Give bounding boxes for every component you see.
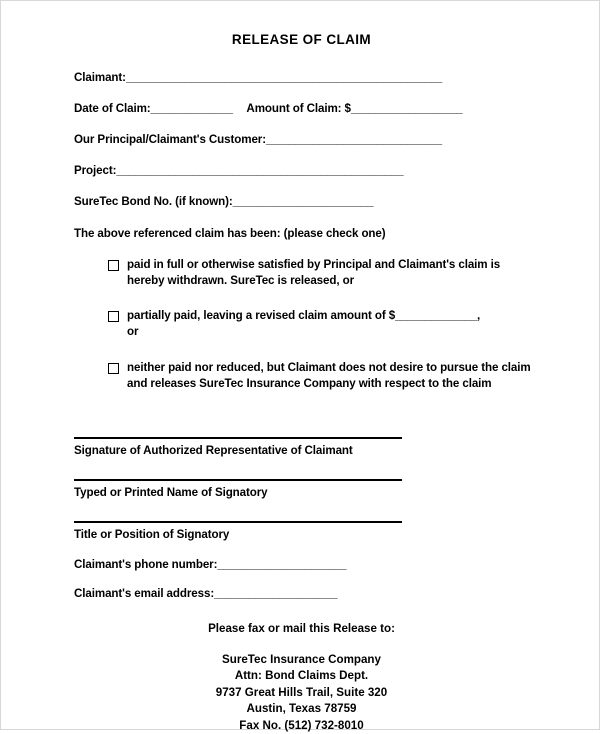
printed-name-label: Typed or Printed Name of Signatory [74, 485, 268, 499]
field-row-project [74, 164, 530, 177]
footer-address [73, 652, 530, 734]
amount-of-claim-input-blank[interactable]: ___________________ [350, 102, 463, 115]
option-paid-in-full[interactable] [108, 257, 532, 290]
footer-attn-line: Attn: Bond Claims Dept. [234, 669, 369, 683]
footer-fax-number: Fax No. (512) 732-8010 [239, 718, 364, 732]
option-paid-in-full-label: paid in full or otherwise satisfied by Principal and Claimant's claim is hereby withdrawn. SureTec is released, or [127, 258, 501, 288]
principal-customer-label: Our Principal/Claimant's Customer: [74, 133, 266, 146]
field-row-date-amount [74, 102, 530, 115]
amount-of-claim-label: Amount of Claim: $ [246, 102, 351, 115]
checkbox-icon[interactable] [108, 363, 119, 374]
bond-no-label: SureTec Bond No. (if known): [74, 195, 233, 208]
date-of-claim-label: Date of Claim: [74, 102, 151, 115]
check-one-instruction: The above referenced claim has been: (please check one) [74, 227, 386, 240]
document-body [74, 1, 530, 734]
option-partially-paid-punctuation: , [476, 308, 481, 322]
title-position-label: Title or Position of Signatory [74, 527, 230, 541]
footer-street-address: 9737 Great Hills Trail, Suite 320 [215, 685, 388, 699]
signature-block-representative [74, 437, 530, 457]
option-partially-paid-text: partially paid, leaving a revised claim amount of $ [127, 308, 396, 322]
project-input-blank[interactable]: _________________________________________________ [116, 164, 403, 177]
date-of-claim-input-blank[interactable]: ______________ [150, 102, 233, 115]
revised-amount-input-blank[interactable]: ______________ [395, 308, 477, 322]
field-row-principal-customer [74, 133, 530, 146]
field-row-phone [74, 558, 530, 571]
claimant-label: Claimant: [74, 71, 126, 84]
bond-no-input-blank[interactable]: ________________________ [232, 195, 374, 208]
option-partially-paid-continuation: or [127, 325, 139, 339]
field-row-claimant [74, 71, 530, 84]
field-row-bond-no [74, 195, 530, 208]
option-neither-paid-nor-reduced-label: neither paid nor reduced, but Claimant does not desire to pursue the claim and releases SureTec Insurance Company with respect to the claim [127, 360, 531, 391]
signature-block-printed-name [74, 479, 530, 499]
checkbox-icon[interactable] [108, 260, 119, 271]
project-label: Project: [74, 164, 117, 177]
field-row-email [74, 587, 530, 600]
email-label: Claimant's email address: [74, 586, 215, 600]
phone-label: Claimant's phone number: [74, 557, 218, 571]
footer-city-state-zip: Austin, Texas 78759 [246, 702, 357, 716]
page-title: RELEASE OF CLAIM [231, 32, 372, 47]
printed-name-rule[interactable] [74, 479, 402, 481]
option-partially-paid-label [127, 308, 532, 341]
email-input-blank[interactable]: _____________________ [214, 586, 337, 600]
title-position-rule[interactable] [74, 521, 402, 523]
claimant-input-blank[interactable]: ______________________________________________________ [125, 71, 442, 84]
footer-block [73, 622, 530, 734]
claim-status-options [108, 257, 532, 393]
signature-block-title-position [74, 521, 530, 541]
option-partially-paid[interactable] [108, 308, 532, 341]
checkbox-icon[interactable] [108, 311, 119, 322]
signature-rule[interactable] [74, 437, 402, 439]
phone-input-blank[interactable]: ______________________ [217, 557, 347, 571]
principal-customer-input-blank[interactable]: ______________________________ [266, 133, 442, 146]
option-neither-paid-nor-reduced[interactable] [108, 360, 532, 393]
signature-representative-label: Signature of Authorized Representative of Claimant [74, 443, 353, 457]
footer-instruction: Please fax or mail this Release to: [208, 621, 395, 635]
footer-company-name: SureTec Insurance Company [222, 652, 381, 666]
